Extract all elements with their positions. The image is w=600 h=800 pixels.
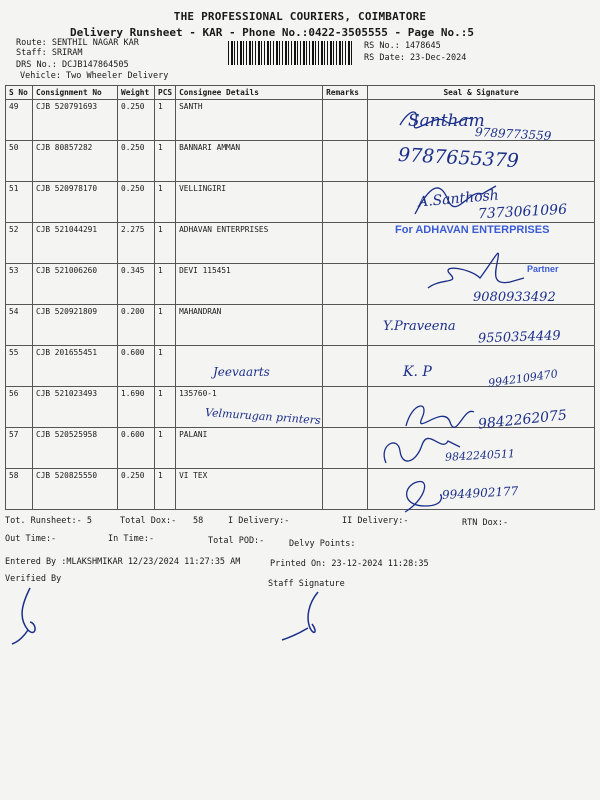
handwritten-consignee-56: Velmurugan printers [204, 405, 322, 428]
cell-sno: 50 [6, 141, 33, 182]
signature-scribble-57 [376, 433, 466, 473]
cell-remarks [323, 223, 368, 264]
cell-consignee: VELLINGIRI [176, 182, 323, 223]
cell-pcs: 1 [155, 100, 176, 141]
cell-pcs: 1 [155, 223, 176, 264]
cell-remarks [323, 264, 368, 305]
cell-consignee: VI TEX [176, 469, 323, 510]
cell-sno: 57 [6, 428, 33, 469]
header-consignment: Consignment No [33, 86, 118, 100]
cell-consignment: CJB 80857282 [33, 141, 118, 182]
handwritten-phone-51: 7373061096 [477, 201, 568, 223]
cell-consignment: CJB 521006260 [33, 264, 118, 305]
cell-remarks [323, 428, 368, 469]
staff-label: Staff: SRIRAM [16, 48, 83, 58]
cell-sno: 51 [6, 182, 33, 223]
handwritten-phone-58: 9944902177 [441, 484, 519, 502]
out-time-label: Out Time:- [5, 534, 57, 544]
staff-signature-label: Staff Signature [268, 579, 345, 589]
signature-scribble-53 [420, 238, 530, 298]
total-dox-value: 58 [193, 516, 204, 526]
cell-remarks [323, 182, 368, 223]
header-pcs: PCS [155, 86, 176, 100]
barcode [228, 41, 354, 65]
cell-pcs: 1 [155, 346, 176, 387]
entered-by: Entered By :MLAKSHMIKAR 12/23/2024 11:27:35 AM [5, 557, 241, 567]
cell-remarks [323, 305, 368, 346]
total-pod-label: Total POD:- [208, 536, 265, 546]
cell-consignment: CJB 520978170 [33, 182, 118, 223]
cell-pcs: 1 [155, 141, 176, 182]
runsheet-title: Delivery Runsheet - KAR - Phone No.:0422-3505555 - Page No.:5 [70, 26, 474, 39]
cell-pcs: 1 [155, 182, 176, 223]
cell-consignment: CJB 201655451 [33, 346, 118, 387]
company-stamp: For ADHAVAN ENTERPRISES [395, 224, 550, 236]
cell-sno: 52 [6, 223, 33, 264]
cell-consignee: ADHAVAN ENTERPRISES [176, 223, 323, 264]
cell-sno: 54 [6, 305, 33, 346]
header-remarks: Remarks [323, 86, 368, 100]
verified-by-label: Verified By [5, 574, 62, 584]
handwritten-name-49: Santham [408, 111, 485, 131]
handwritten-phone-53: 9080933492 [473, 290, 556, 305]
i-delivery-label: I Delivery:- [228, 516, 290, 526]
signature-scribble-58 [395, 476, 445, 516]
cell-pcs: 1 [155, 264, 176, 305]
cell-pcs: 1 [155, 428, 176, 469]
cell-consignment: CJB 521023493 [33, 387, 118, 428]
rs-number: RS No.: 1478645 [364, 41, 441, 51]
cell-pcs: 1 [155, 387, 176, 428]
cell-consignee: PALANI [176, 428, 323, 469]
header-consignee: Consignee Details [176, 86, 323, 100]
ii-delivery-label: II Delivery:- [342, 516, 409, 526]
handwritten-consignee-55: Jeevaarts [213, 365, 270, 379]
header-sno: S No [6, 86, 33, 100]
tot-runsheet: Tot. Runsheet:- 5 [5, 516, 92, 526]
cell-consignee: SANTH [176, 100, 323, 141]
signature-scribble-49 [395, 103, 475, 133]
cell-consignee: BANNARI AMMAN [176, 141, 323, 182]
cell-weight: 0.345 [118, 264, 155, 305]
table-header-row [6, 86, 595, 100]
cell-remarks [323, 387, 368, 428]
cell-consignment: CJB 520791693 [33, 100, 118, 141]
cell-weight: 0.250 [118, 141, 155, 182]
cell-sno: 56 [6, 387, 33, 428]
cell-sno: 58 [6, 469, 33, 510]
cell-weight: 0.250 [118, 469, 155, 510]
cell-consignment: CJB 521044291 [33, 223, 118, 264]
cell-remarks [323, 141, 368, 182]
stamp-partner: Partner [527, 264, 559, 274]
total-dox-label: Total Dox:- [120, 516, 177, 526]
cell-weight: 0.200 [118, 305, 155, 346]
cell-remarks [323, 346, 368, 387]
verifier-signature [8, 584, 48, 648]
cell-consignee: DEVI 115451 [176, 264, 323, 305]
cell-sno: 55 [6, 346, 33, 387]
route-label: Route: SENTHIL NAGAR KAR [16, 38, 139, 48]
company-title: THE PROFESSIONAL COURIERS, COIMBATORE [173, 10, 427, 23]
rs-date: RS Date: 23-Dec-2024 [364, 53, 467, 63]
cell-pcs: 1 [155, 305, 176, 346]
cell-signature [368, 346, 595, 387]
cell-remarks [323, 469, 368, 510]
handwritten-name-51: A.Santhosh [417, 187, 500, 211]
cell-sno: 53 [6, 264, 33, 305]
cell-consignment: CJB 520825550 [33, 469, 118, 510]
cell-weight: 1.690 [118, 387, 155, 428]
handwritten-phone-54: 9550354449 [477, 328, 561, 347]
header-signature: Seal & Signature [368, 86, 595, 100]
cell-sno: 49 [6, 100, 33, 141]
cell-weight: 0.600 [118, 346, 155, 387]
handwritten-sig-55: K. P [403, 364, 432, 380]
cell-pcs: 1 [155, 469, 176, 510]
vehicle-label: Vehicle: Two Wheeler Delivery [20, 71, 169, 81]
drs-number: DRS No.: DCJB147864505 [16, 60, 129, 70]
cell-weight: 2.275 [118, 223, 155, 264]
signature-scribble-56 [400, 398, 480, 434]
cell-consignment: CJB 520525958 [33, 428, 118, 469]
cell-weight: 0.250 [118, 182, 155, 223]
cell-weight: 0.250 [118, 100, 155, 141]
cell-remarks [323, 100, 368, 141]
header-weight: Weight [118, 86, 155, 100]
handwritten-name-54: Y.Praveena [383, 319, 456, 334]
staff-signature [278, 588, 328, 644]
delvy-points-label: Delvy Points: [289, 539, 356, 549]
handwritten-phone-56: 9842262075 [477, 407, 568, 433]
cell-weight: 0.600 [118, 428, 155, 469]
printed-on: Printed On: 23-12-2024 11:28:35 [270, 559, 429, 569]
signature-scribble-51 [410, 180, 500, 220]
rtn-dox-label: RTN Dox:- [462, 518, 509, 528]
cell-consignment: CJB 520921809 [33, 305, 118, 346]
handwritten-phone-50: 9787655379 [397, 143, 520, 173]
cell-consignee: 135760-1 [176, 387, 323, 428]
in-time-label: In Time:- [108, 534, 155, 544]
handwritten-phone-49: 9789773559 [474, 125, 552, 143]
handwritten-phone-57: 9842240511 [444, 447, 516, 464]
cell-consignee: MAHANDRAN [176, 305, 323, 346]
handwritten-phone-55: 9942109470 [487, 367, 559, 390]
